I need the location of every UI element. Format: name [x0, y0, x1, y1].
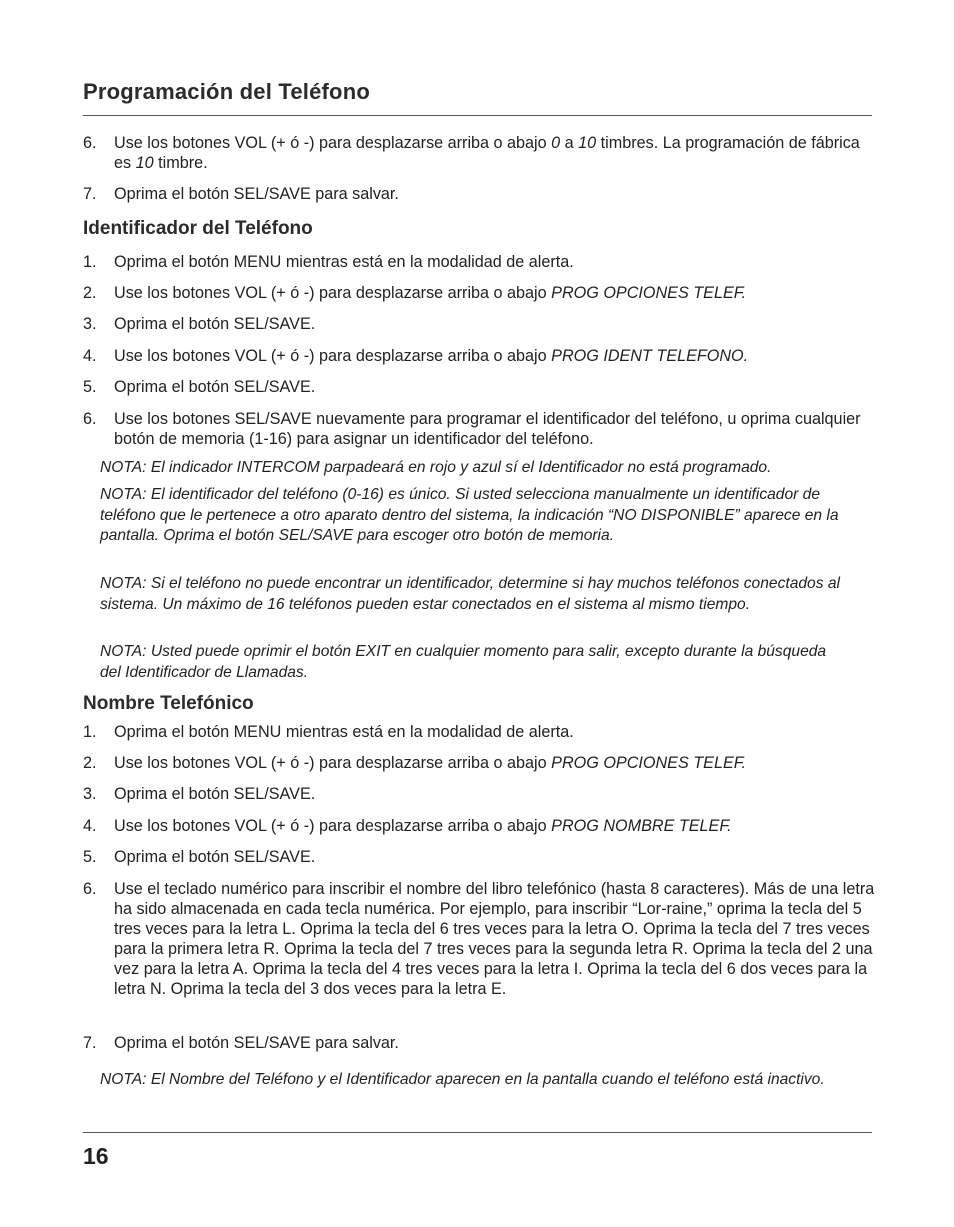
- item-number: 2.: [83, 754, 97, 772]
- item-text: Oprima el botón SEL/SAVE.: [114, 848, 316, 866]
- list-item: [83, 784, 875, 804]
- item-text: Oprima el botón SEL/SAVE.: [114, 315, 316, 333]
- item-text: Oprima el botón SEL/SAVE para salvar.: [114, 1034, 399, 1052]
- list-item: [83, 722, 875, 742]
- item-number: 5.: [83, 848, 97, 866]
- page-title: Programación del Teléfono: [83, 79, 370, 104]
- item-number: 7.: [83, 185, 97, 203]
- list-item: [83, 133, 875, 173]
- item-text: Use el teclado numérico para inscribir el nombre del libro telefónico (hasta 8 caracteres). Más de una letra ha sido almacenada en cada tecla numérica. Por ejemplo, para inscribir “Lor-raine,” oprima la tecla del 5 tres veces para la letra L. Oprima la tecla del 6 tres veces para la letra O. Oprima la tecla del 7 tres veces para la primera letra R. Oprima la tecla del 7 tres veces para la segunda letra R. Oprima la tecla del 2 una vez para la letra A. Oprima la tecla del 4 tres veces para la letra I. Oprima la tecla del 6 dos veces para la letra N. Oprima la tecla del 3 dos veces para la letra E.: [114, 880, 875, 998]
- item-text: Use los botones VOL (+ ó -) para desplazarse arriba o abajo PROG IDENT TELEFONO.: [114, 347, 749, 365]
- item-text: Oprima el botón MENU mientras está en la modalidad de alerta.: [114, 253, 574, 271]
- note: NOTA: El Nombre del Teléfono y el Identificador aparecen en la pantalla cuando el teléfono está inactivo.: [100, 1071, 825, 1088]
- list-item: [83, 346, 875, 366]
- note: NOTA: El indicador INTERCOM parpadeará en rojo y azul sí el Identificador no está programado.: [100, 459, 772, 476]
- page-number: 16: [83, 1143, 109, 1169]
- item-text: Oprima el botón SEL/SAVE para salvar.: [114, 185, 399, 203]
- list-item: [83, 252, 875, 272]
- item-number: 6.: [83, 410, 97, 428]
- list-item: [83, 377, 875, 397]
- section-heading-identificador: Identificador del Teléfono: [83, 218, 313, 239]
- item-text: Use los botones VOL (+ ó -) para desplazarse arriba o abajo 0 a 10 timbres. La programación de fábrica es 10 timbre.: [114, 134, 860, 172]
- item-text: Oprima el botón SEL/SAVE.: [114, 785, 316, 803]
- note: NOTA: Si el teléfono no puede encontrar un identificador, determine si hay muchos teléfonos conectados al sistema. Un máximo de 16 teléfonos pueden estar conectados en el sistema al mismo tiempo.: [100, 575, 840, 613]
- item-text: Use los botones SEL/SAVE nuevamente para programar el identificador del teléfono, u oprima cualquier botón de memoria (1-16) para asignar un identificador del teléfono.: [114, 410, 861, 448]
- list-item: [83, 816, 875, 836]
- item-text: Use los botones VOL (+ ó -) para desplazarse arriba o abajo PROG OPCIONES TELEF.: [114, 284, 747, 302]
- list-item: [83, 847, 875, 867]
- item-number: 2.: [83, 284, 97, 302]
- footer-rule: [83, 1132, 872, 1133]
- item-text: Use los botones VOL (+ ó -) para desplazarse arriba o abajo PROG OPCIONES TELEF.: [114, 754, 747, 772]
- list-item: [83, 184, 875, 204]
- list-item: [83, 753, 875, 773]
- section-heading-nombre: Nombre Telefónico: [83, 693, 254, 714]
- list-item: [83, 879, 875, 999]
- list-item: [83, 1033, 875, 1053]
- item-text: Use los botones VOL (+ ó -) para desplazarse arriba o abajo PROG NOMBRE TELEF.: [114, 817, 732, 835]
- item-number: 1.: [83, 723, 97, 741]
- item-number: 3.: [83, 785, 97, 803]
- list-item: [83, 314, 875, 334]
- note: NOTA: Usted puede oprimir el botón EXIT en cualquier momento para salir, excepto durante la búsqueda del Identificador de Llamadas.: [100, 643, 827, 681]
- item-number: 5.: [83, 378, 97, 396]
- header-rule: [83, 115, 872, 116]
- item-number: 3.: [83, 315, 97, 333]
- item-number: 4.: [83, 817, 97, 835]
- item-text: Oprima el botón SEL/SAVE.: [114, 378, 316, 396]
- item-number: 4.: [83, 347, 97, 365]
- note: NOTA: El identificador del teléfono (0-16) es único. Si usted selecciona manualmente un identificador de teléfono que le pertenece a otro aparato dentro del sistema, la indicación “NO DISPONIBLE” aparece en la pantalla. Oprima el botón SEL/SAVE para escoger otro botón de memoria.: [100, 486, 839, 544]
- item-number: 7.: [83, 1034, 97, 1052]
- list-item: [83, 283, 875, 303]
- item-number: 6.: [83, 880, 97, 898]
- item-number: 6.: [83, 134, 97, 152]
- item-number: 1.: [83, 253, 97, 271]
- list-item: [83, 409, 875, 449]
- item-text: Oprima el botón MENU mientras está en la modalidad de alerta.: [114, 723, 574, 741]
